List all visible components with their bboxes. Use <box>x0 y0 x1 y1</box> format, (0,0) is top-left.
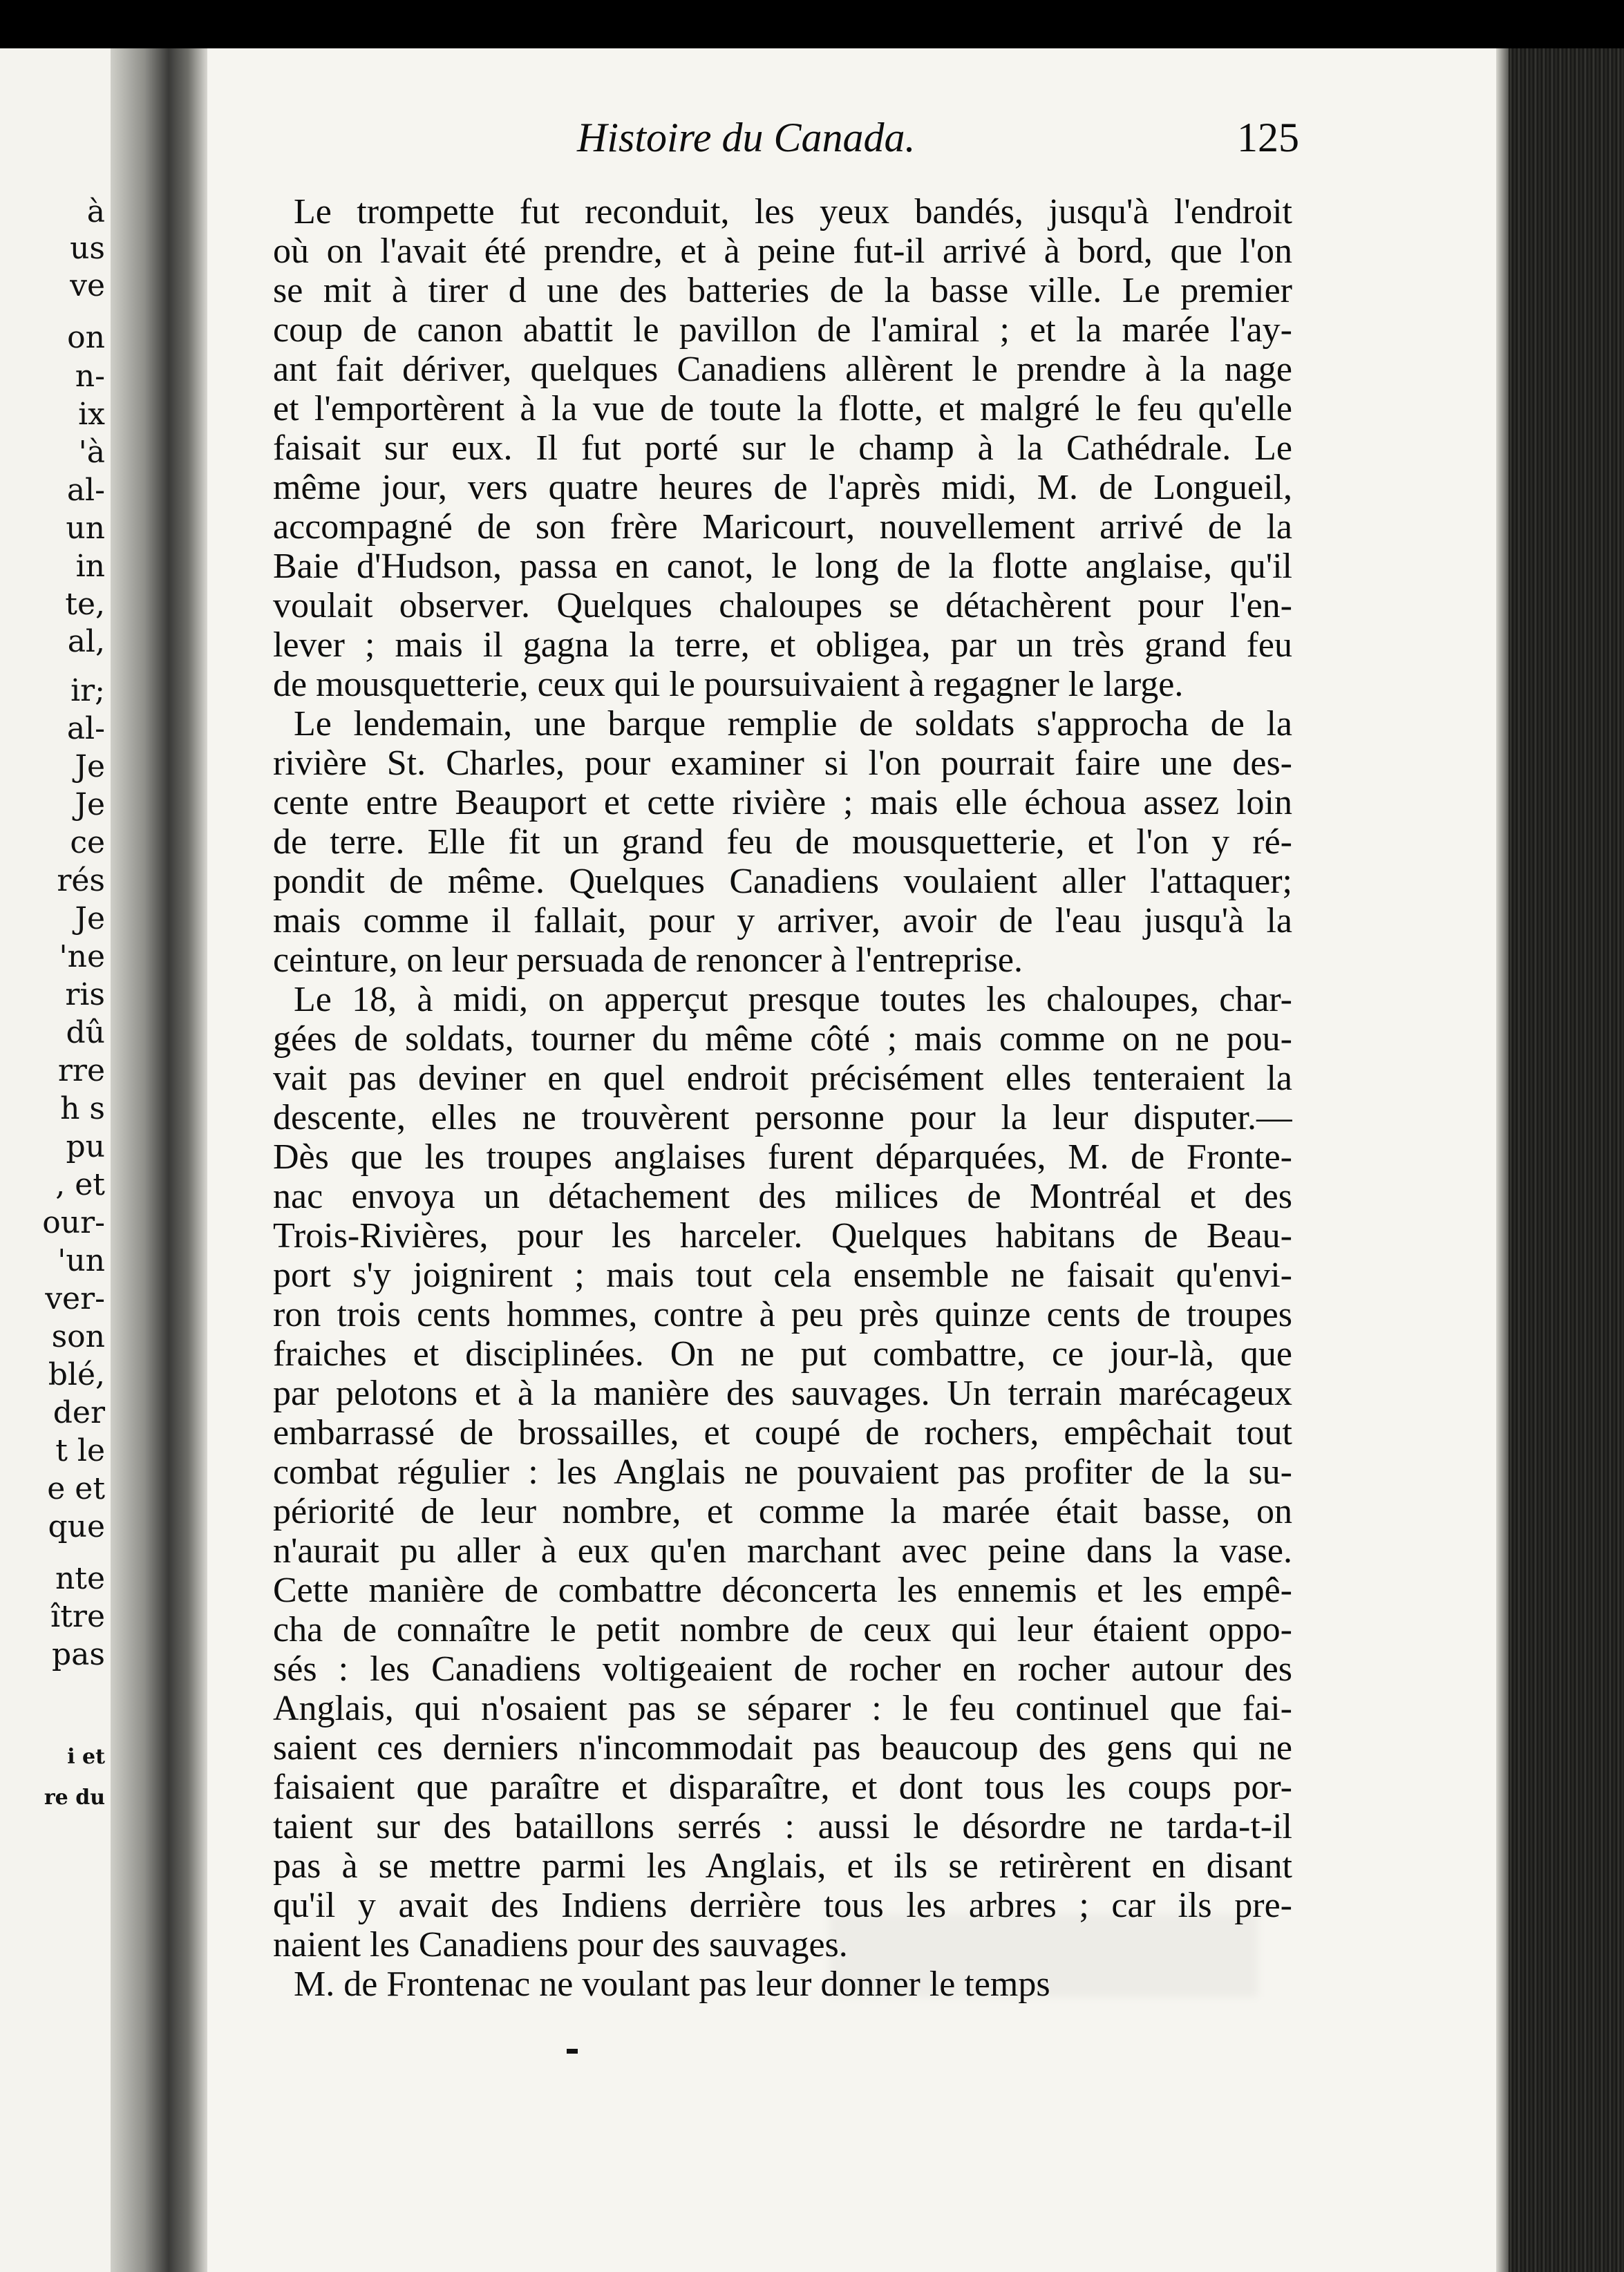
text-line: se mit à tirer d une des batteries de la basse ville. Le premier <box>273 271 1292 310</box>
left-page-text-fragment: ce <box>70 825 105 860</box>
text-line: voulait observer. Quelques chaloupes se détachèrent pour l'en- <box>273 586 1292 625</box>
text-line: taient sur des bataillons serrés : aussi le désordre ne tarda-t-il <box>273 1807 1292 1846</box>
left-page-text-fragment: in <box>75 549 105 584</box>
left-page-text-fragment: 'à <box>78 435 105 470</box>
left-page-text-fragment: à <box>86 194 105 229</box>
text-line: même jour, vers quatre heures de l'après midi, M. de Longueil, <box>273 468 1292 507</box>
text-line: vait pas deviner en quel endroit précisément elles tenteraient la <box>273 1059 1292 1098</box>
text-line: embarrassé de brossailles, et coupé de rochers, empêchait tout <box>273 1413 1292 1452</box>
left-page-text-fragment: our- <box>42 1205 105 1240</box>
left-page-text-fragment: ix <box>78 397 105 432</box>
text-line: qu'il y avait des Indiens derrière tous les arbres ; car ils pre- <box>273 1886 1292 1925</box>
text-line: nac envoya un détachement des milices de Montréal et des <box>273 1177 1292 1216</box>
text-line: gées de soldats, tourner du même côté ; mais comme on ne pou- <box>273 1019 1292 1059</box>
text-line: accompagné de son frère Maricourt, nouvellement arrivé de la <box>273 507 1292 547</box>
text-line: pondit de même. Quelques Canadiens voulaient aller l'attaquer; <box>273 862 1292 901</box>
text-line: naient les Canadiens pour des sauvages. <box>273 1925 848 1965</box>
left-page-text-fragment: blé, <box>48 1357 105 1392</box>
text-line: cha de connaître le petit nombre de ceux qui leur étaient oppo- <box>273 1610 1292 1649</box>
text-line: fraiches et disciplinées. On ne put combattre, ce jour-là, que <box>273 1334 1292 1374</box>
footer-mark <box>567 2049 578 2054</box>
left-page-text-fragment: un <box>66 511 105 546</box>
left-page-text-fragment: on <box>67 320 105 355</box>
text-line: M. de Frontenac ne voulant pas leur donner le temps <box>294 1965 1050 2004</box>
left-page-text-fragment: Je <box>75 749 105 784</box>
left-page-text-fragment: nte <box>55 1561 105 1596</box>
book-page <box>207 48 1496 2272</box>
text-line: descente, elles ne trouvèrent personne pour la leur disputer.— <box>273 1098 1292 1137</box>
text-line: saient ces derniers n'incommodait pas beaucoup des gens qui ne <box>273 1728 1292 1768</box>
text-line: lever ; mais il gagna la terre, et obligea, par un très grand feu <box>273 625 1292 665</box>
previous-page-fragment <box>0 48 111 2272</box>
text-line: de terre. Elle fit un grand feu de mousquetterie, et l'on y ré- <box>273 822 1292 862</box>
left-page-text-fragment: , et <box>55 1167 105 1202</box>
text-line: ceinture, on leur persuada de renoncer à l'entreprise. <box>273 940 1023 980</box>
page-body-text <box>273 192 1292 2004</box>
running-title: Histoire du Canada. <box>577 115 916 160</box>
text-line: ant fait dériver, quelques Canadiens allèrent le prendre à la nage <box>273 350 1292 389</box>
left-page-text-fragment: pu <box>66 1129 105 1164</box>
left-page-text-fragment: ître <box>50 1599 105 1634</box>
text-line: Dès que les troupes anglaises furent déparquées, M. de Fronte- <box>273 1137 1292 1177</box>
left-page-text-fragment: rés <box>57 863 105 898</box>
text-line: Trois-Rivières, pour les harceler. Quelques habitans de Beau- <box>273 1216 1292 1256</box>
text-line: coup de canon abattit le pavillon de l'amiral ; et la marée l'ay- <box>273 310 1292 350</box>
left-page-text-fragment: ve <box>70 268 105 303</box>
text-line: ron trois cents hommes, contre à peu près quinze cents de troupes <box>273 1295 1292 1334</box>
left-page-text-fragment: i et <box>67 1745 105 1769</box>
text-line: de mousquetterie, ceux qui le poursuivaient à regagner le large. <box>273 665 1184 704</box>
left-page-text-fragment: Je <box>75 901 105 936</box>
text-line: faisaient que paraître et disparaître, et dont tous les coups por- <box>273 1768 1292 1807</box>
left-page-text-fragment: que <box>48 1509 105 1544</box>
text-line: cente entre Beauport et cette rivière ; mais elle échoua assez loin <box>273 783 1292 822</box>
left-page-text-fragment: 'un <box>57 1243 105 1278</box>
left-page-text-fragment: al- <box>66 473 105 508</box>
left-page-text-fragment: son <box>51 1319 105 1354</box>
text-line: Anglais, qui n'osaient pas se séparer : le feu continuel que fai- <box>273 1689 1292 1728</box>
text-line: Le 18, à midi, on apperçut presque toutes les chaloupes, char- <box>294 980 1292 1019</box>
left-page-text-fragment: n- <box>75 359 105 394</box>
left-page-text-fragment: ris <box>65 977 105 1012</box>
text-line: Baie d'Hudson, passa en canot, le long de la flotte anglaise, qu'il <box>273 547 1292 586</box>
page-number: 125 <box>1237 115 1299 160</box>
text-line: où on l'avait été prendre, et à peine fut-il arrivé à bord, que l'on <box>273 231 1292 271</box>
left-page-text-fragment: rre <box>57 1053 105 1088</box>
text-line: périorité de leur nombre, et comme la marée était basse, on <box>273 1492 1292 1531</box>
text-line: Le trompette fut reconduit, les yeux bandés, jusqu'à l'endroit <box>294 192 1292 231</box>
text-line: sés : les Canadiens voltigeaient de rocher en rocher autour des <box>273 1649 1292 1689</box>
left-page-text-fragment: h s <box>60 1091 105 1126</box>
text-line: faisait sur eux. Il fut porté sur le champ à la Cathédrale. Le <box>273 428 1292 468</box>
left-page-text-fragment: ir; <box>70 673 105 708</box>
left-page-text-fragment: t le <box>55 1433 105 1468</box>
left-page-text-fragment: pas <box>52 1637 105 1672</box>
text-line: mais comme il fallait, pour y arriver, avoir de l'eau jusqu'à la <box>273 901 1292 940</box>
text-line: rivière St. Charles, pour examiner si l'on pourrait faire une des- <box>273 744 1292 783</box>
left-page-text-fragment: ver- <box>45 1281 105 1316</box>
text-line: port s'y joignirent ; mais tout cela ensemble ne faisait qu'envi- <box>273 1256 1292 1295</box>
left-page-text-fragment: Je <box>75 787 105 822</box>
left-page-text-fragment: us <box>70 231 105 266</box>
left-page-text-fragment: der <box>53 1395 105 1430</box>
book-gutter <box>111 48 207 2272</box>
text-line: et l'emportèrent à la vue de toute la flotte, et malgré le feu qu'elle <box>273 389 1292 428</box>
left-page-text-fragment: e et <box>47 1471 105 1506</box>
left-page-text-fragment: al- <box>66 711 105 746</box>
left-page-text-fragment: dû <box>66 1015 105 1050</box>
page-edge-stack <box>1496 48 1624 2272</box>
left-page-text-fragment: al, <box>67 624 105 659</box>
bleed-through-shadow <box>829 1914 1258 1997</box>
left-page-text-fragment: 'ne <box>59 939 105 974</box>
text-line: pas à se mettre parmi les Anglais, et ils se retirèrent en disant <box>273 1846 1292 1886</box>
text-line: combat régulier : les Anglais ne pouvaient pas profiter de la su- <box>273 1452 1292 1492</box>
text-line: par pelotons et à la manière des sauvages. Un terrain marécageux <box>273 1374 1292 1413</box>
text-line: n'aurait pu aller à eux qu'en marchant avec peine dans la vase. <box>273 1531 1292 1571</box>
left-page-text-fragment: re du <box>44 1786 105 1810</box>
text-line: Le lendemain, une barque remplie de soldats s'approcha de la <box>294 704 1292 744</box>
text-line: Cette manière de combattre déconcerta les ennemis et les empê- <box>273 1571 1292 1610</box>
left-page-text-fragment: te, <box>65 587 105 622</box>
